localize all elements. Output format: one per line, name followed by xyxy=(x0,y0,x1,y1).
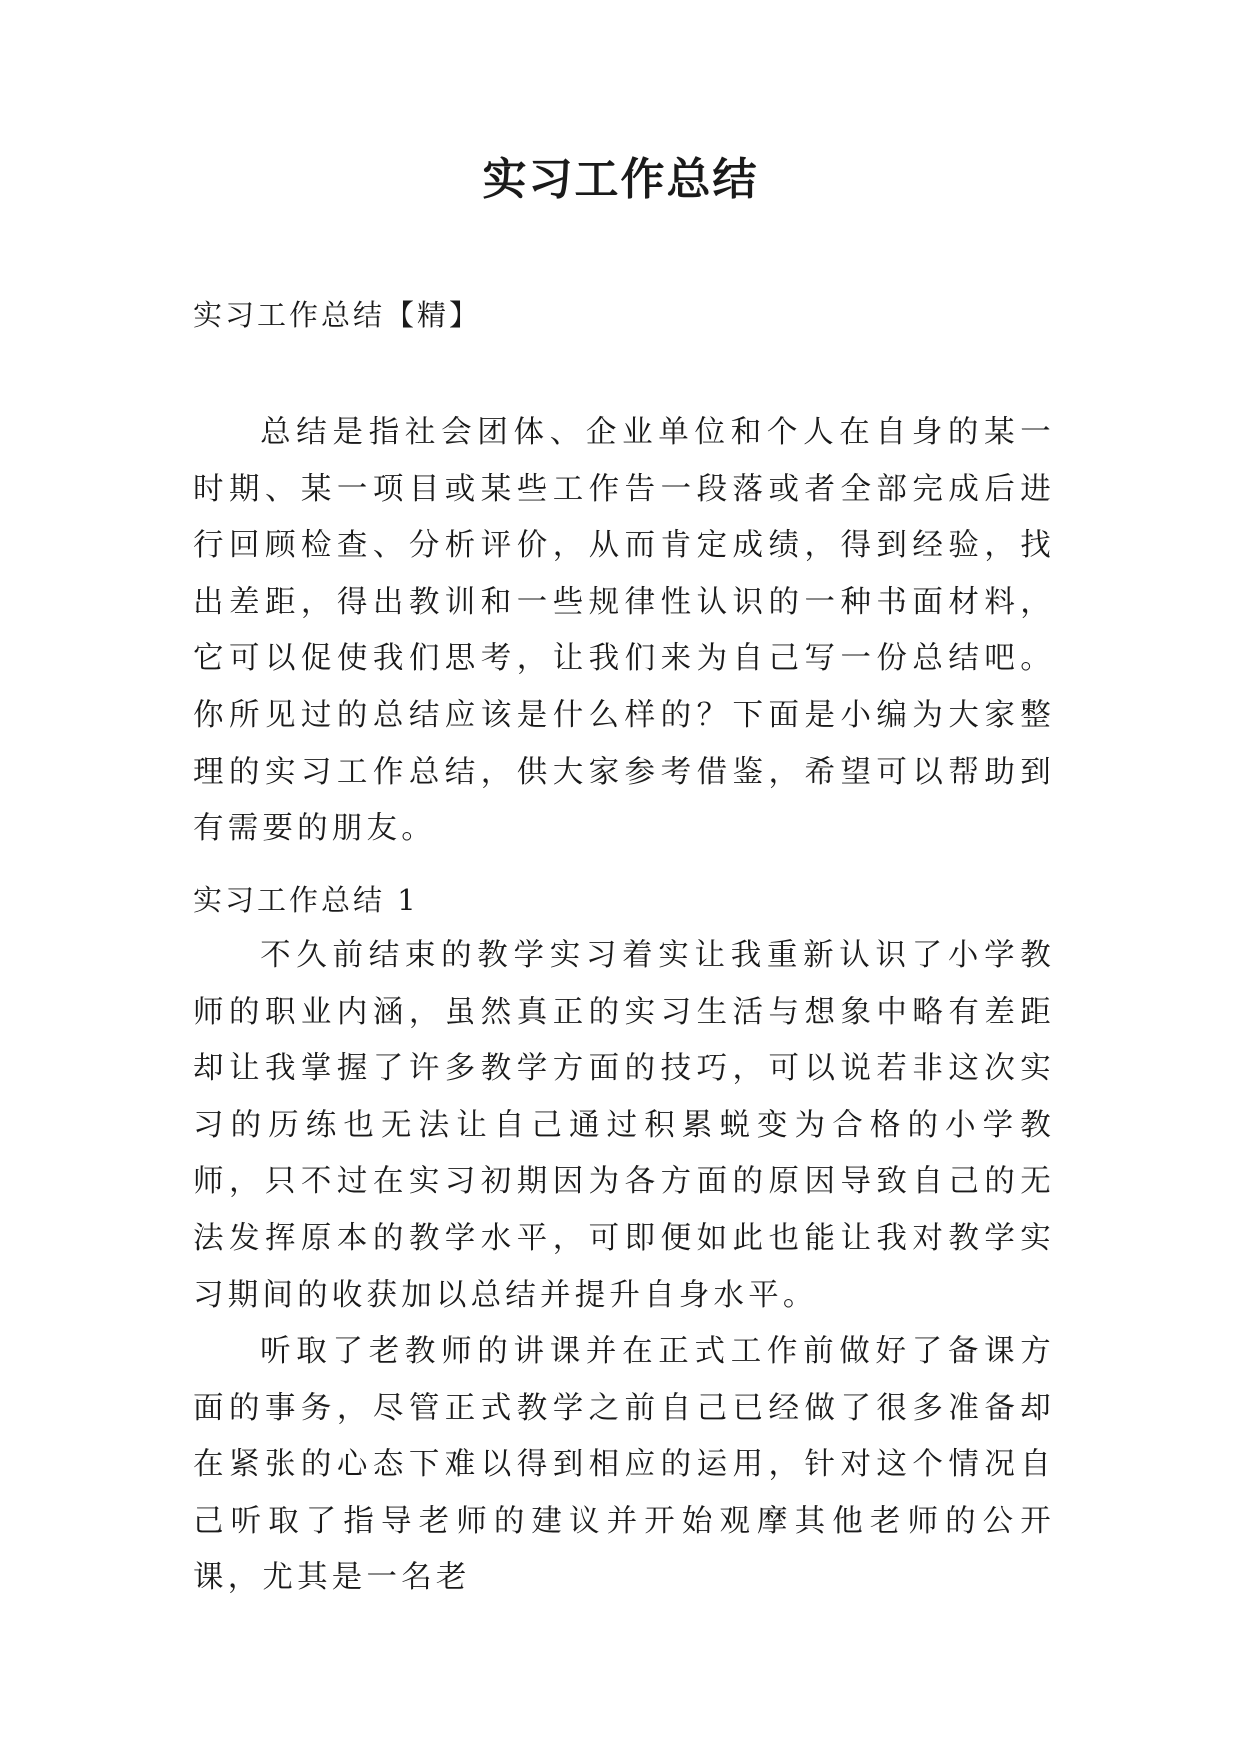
body-paragraph: 不久前结束的教学实习着实让我重新认识了小学教师的职业内涵，虽然真正的实习生活与想象中略有差距却让我掌握了许多教学方面的技巧，可以说若非这次实习的历练也无法让自己通过积累蜕变为合格的小学教师，只不过在实习初期因为各方面的原因导致自己的无法发挥原本的教学水平，可即便如此也能让我对教学实习期间的收获加以总结并提升自身水平。 xyxy=(193,938,1055,1313)
body-paragraph: 听取了老教师的讲课并在正式工作前做好了备课方面的事务，尽管正式教学之前自己已经做了很多准备却在紧张的心态下难以得到相应的运用，针对这个情况自己听取了指导老师的建议并开始观摩其他老师的公开课，尤其是一名老 xyxy=(193,1334,1055,1596)
document-subtitle: 实习工作总结【精】 xyxy=(193,298,482,332)
intro-paragraph: 总结是指社会团体、企业单位和个人在自身的某一时期、某一项目或某些工作告一段落或者全部完成后进行回顾检查、分析评价，从而肯定成绩，得到经验，找出差距，得出教训和一些规律性认识的一种书面材料，它可以促使我们思考，让我们来为自己写一份总结吧。你所见过的总结应该是什么样的？下面是小编为大家整理的实习工作总结，供大家参考借鉴，希望可以帮助到有需要的朋友。 xyxy=(193,415,1055,847)
section-heading: 实习工作总结 1 xyxy=(193,883,419,917)
document-title: 实习工作总结 xyxy=(482,154,759,205)
